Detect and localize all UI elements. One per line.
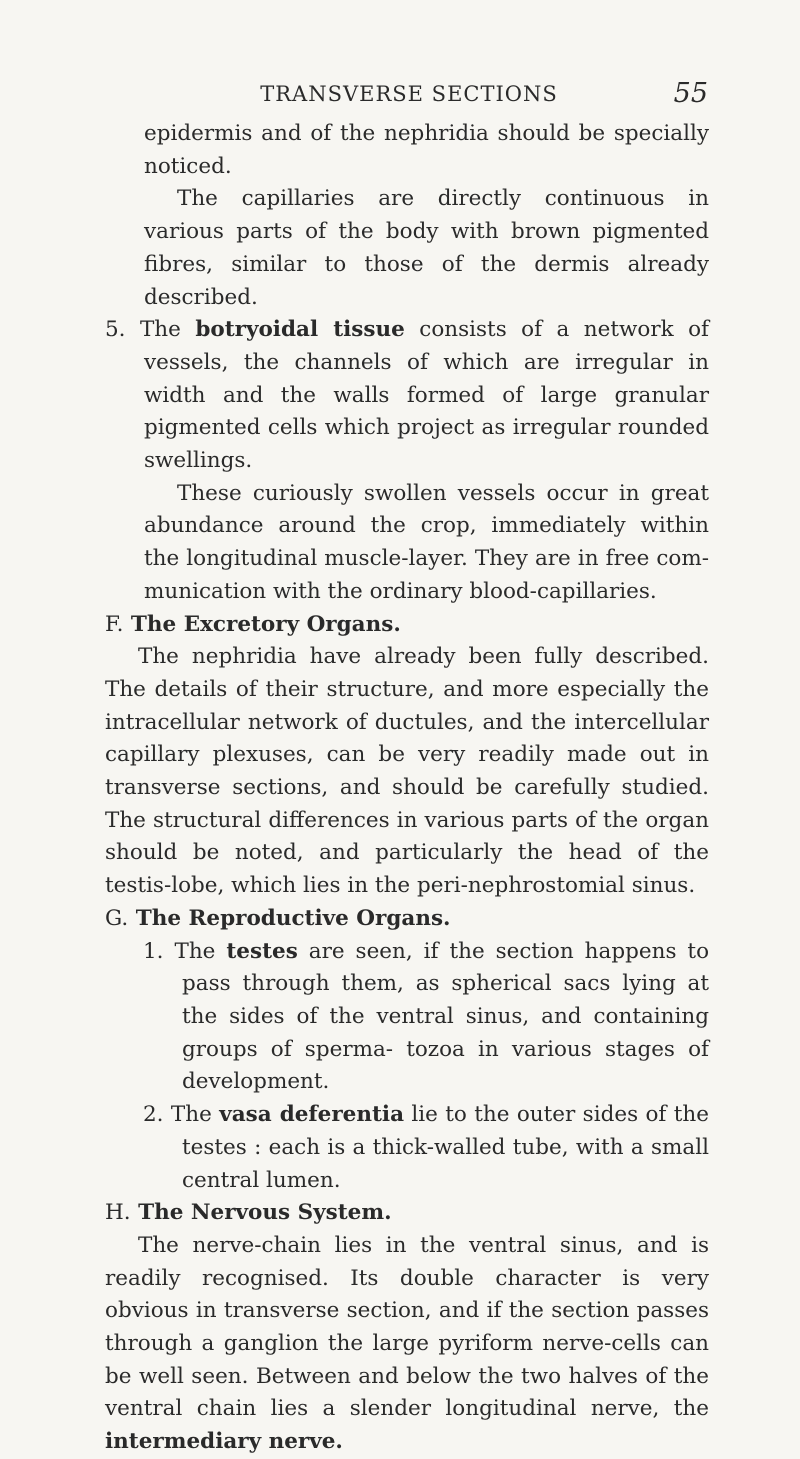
paragraph: The nephridia have already been fully described. The details of their structure, and more especially the intracellular network of ductules, and the intercellular capillary plexuses, can be very readily made out in transverse sections, and should be carefully studied. The structural differences in various parts of the organ should be noted, and particularly the head of the testis-lobe, which lies in the peri-nephrostomial sinus. [105,644,709,899]
item-number: 2. [143,1102,164,1128]
section-title: The Nervous System. [138,1200,392,1226]
section-heading [105,903,709,936]
paragraph: These curiously swollen vessels occur in great abundance around the crop, immediately within the longitudinal muscle-layer. They are in free com- munication with the ordinary blood-capillaries. [144,480,709,604]
page-header [110,78,708,118]
section-heading [105,609,709,642]
numbered-item: 1. The testes are seen, if the section happens to pass through them, as spherical sacs lying at the sides of the ventral sinus, and containing groups of sperma- tozoa in various stages of development. [143,938,710,1095]
section-letter: G. [105,905,129,931]
section-heading [105,1197,709,1230]
item-number: 5. [105,317,126,343]
paragraph: epidermis and of the nephridia should be specially noticed. [144,121,709,179]
key-term: testes [226,938,298,964]
page-number: 55 [673,78,708,109]
paragraph: The capillaries are directly continuous in various parts of the body with brown pigmented fibres, similar to those of the dermis already described. [144,186,709,310]
paragraph: The nerve-chain lies in the ventral sinus, and is readily recognised. Its double character is very obvious in transverse section, and if the section passes through a ganglion the large pyriform nerve-cells can be well seen. Between and below the two halves of the ventral chain lies a slender longitudinal nerve, the intermediary nerve. [105,1232,709,1455]
key-term: vasa deferentia [219,1102,405,1128]
body-text [105,118,709,1459]
key-term: intermediary nerve. [105,1429,343,1455]
item-number: 1. [143,938,164,964]
running-head: TRANSVERSE SECTIONS [260,82,558,106]
section-letter: H. [105,1200,131,1226]
section-letter: F. [105,611,124,637]
numbered-item: 2. The vasa deferentia lie to the outer sides of the testes : each is a thick-walled tube, with a small central lumen. [143,1102,709,1193]
section-title: The Reproductive Organs. [135,905,451,931]
key-term: botryoidal tissue [195,317,405,343]
numbered-item: 5. The botryoidal tissue consists of a network of vessels, the channels of which are irregular in width and the walls formed of large granular pigmented cells which project as irregular rounded swellings. [105,317,709,474]
section-title: The Excretory Organs. [130,611,401,637]
